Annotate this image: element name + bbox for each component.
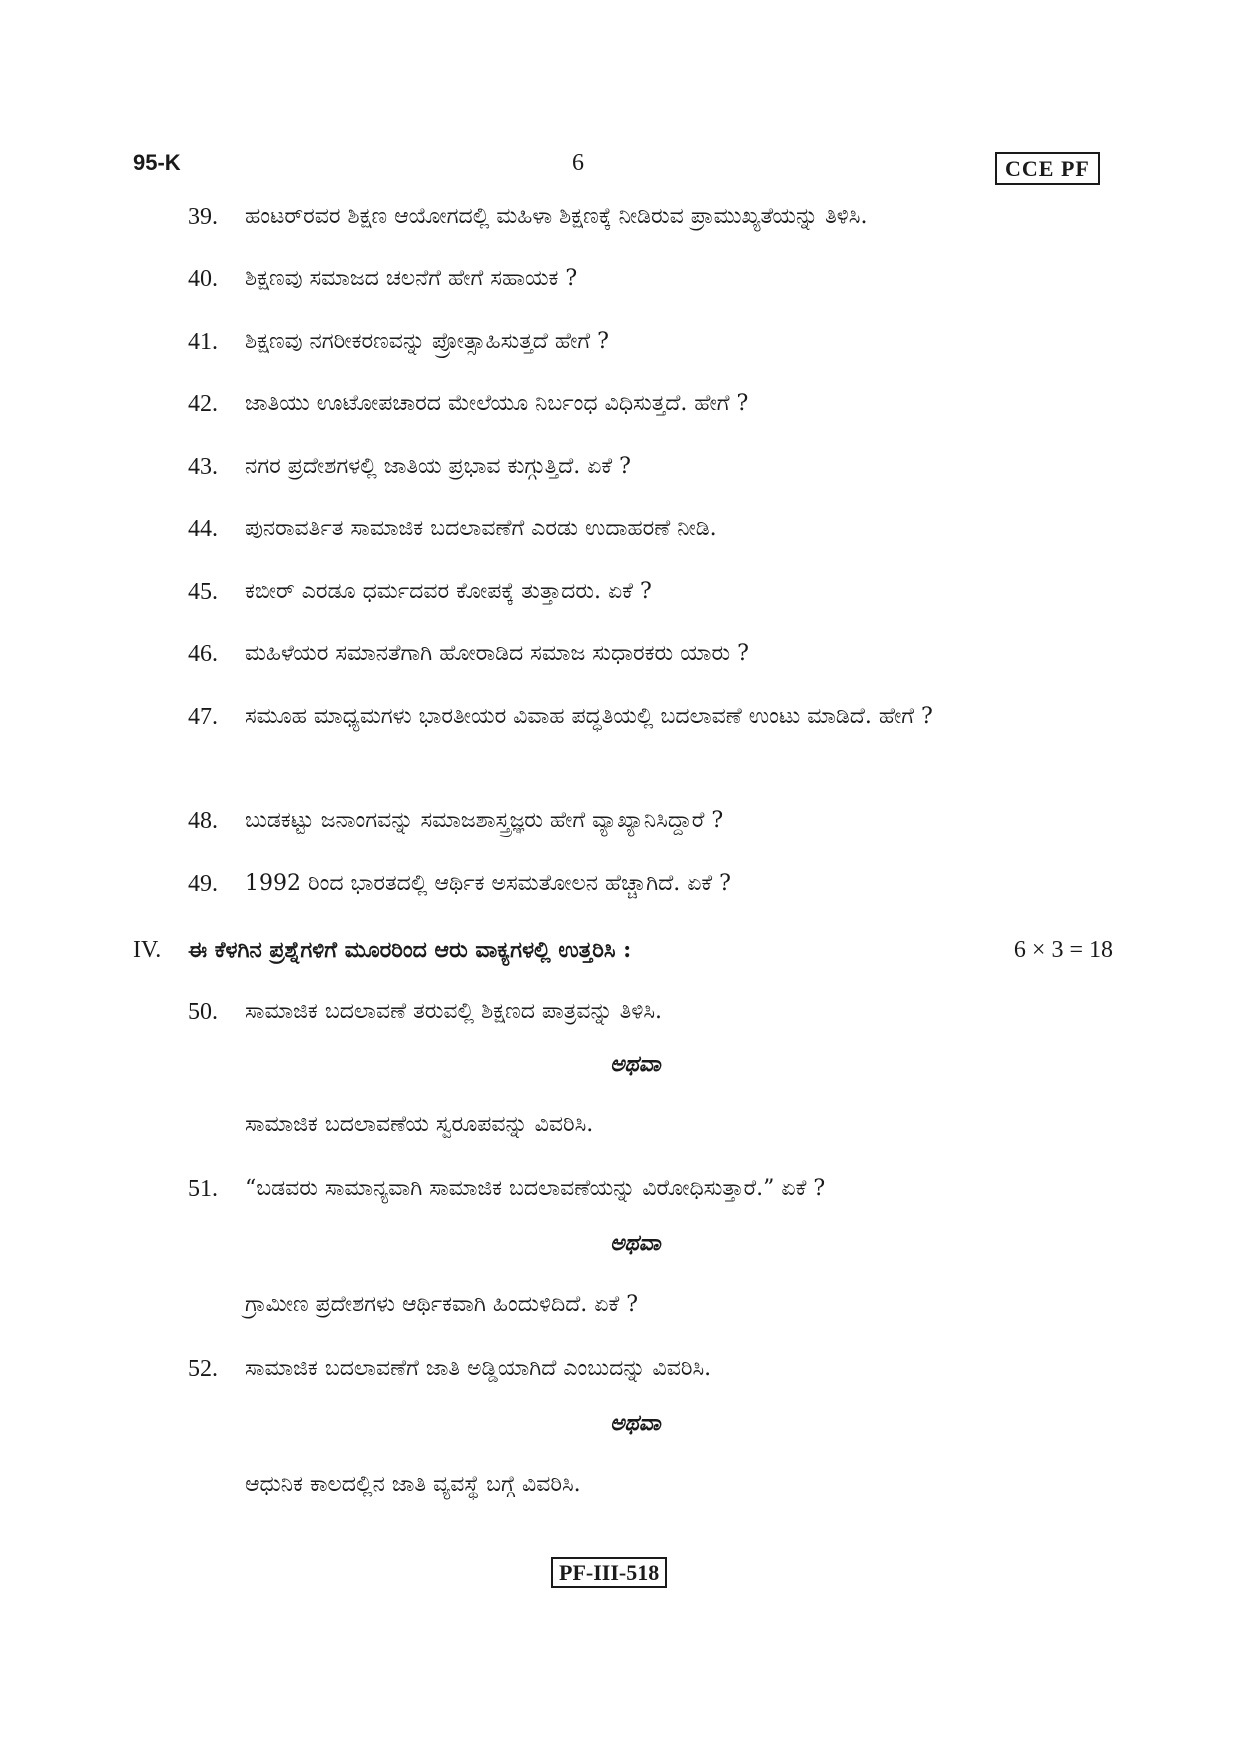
question-number: 52. [188, 1356, 218, 1382]
question-text: “ಬಡವರು ಸಾಮಾನ್ಯವಾಗಿ ಸಾಮಾಜಿಕ ಬದಲಾವಣೆಯನ್ನು ವಿರೋಧಿಸುತ್ತಾರೆ.” ಏಕೆ ? [245, 1176, 826, 1201]
page-number: 6 [572, 150, 584, 176]
question-44 [188, 508, 1113, 550]
question-48 [188, 800, 1113, 842]
question-43 [188, 446, 1113, 488]
alternative-question-50: ಸಾಮಾಜಿಕ ಬದಲಾವಣೆಯ ಸ್ವರೂಪವನ್ನು ವಿವರಿಸಿ. [245, 1112, 594, 1137]
question-text: ಮಹಿಳೆಯರ ಸಮಾನತೆಗಾಗಿ ಹೋರಾಡಿದ ಸಮಾಜ ಸುಧಾರಕರು ಯಾರು ? [245, 641, 749, 666]
question-text: ಸಾಮಾಜಿಕ ಬದಲಾವಣೆ ತರುವಲ್ಲಿ ಶಿಕ್ಷಣದ ಪಾತ್ರವನ್ನು ತಿಳಿಸಿ. [245, 999, 662, 1024]
question-text: ಬುಡಕಟ್ಟು ಜನಾಂಗವನ್ನು ಸಮಾಜಶಾಸ್ತ್ರಜ್ಞರು ಹೇಗೆ ವ್ಯಾಖ್ಯಾನಿಸಿದ್ದಾರೆ ? [245, 808, 724, 833]
question-52 [188, 1348, 1113, 1390]
question-40 [188, 258, 1113, 300]
question-text: ಸಮೂಹ ಮಾಧ್ಯಮಗಳು ಭಾರತೀಯರ ವಿವಾಹ ಪದ್ಧತಿಯಲ್ಲಿ ಬದಲಾವಣೆ ಉಂಟು ಮಾಡಿದೆ. ಹೇಗೆ ? [245, 704, 933, 729]
or-separator: ಅಥವಾ [610, 1230, 661, 1256]
question-text: ಶಿಕ್ಷಣವು ನಗರೀಕರಣವನ್ನು ಪ್ರೋತ್ಸಾಹಿಸುತ್ತದೆ ಹೇಗೆ ? [245, 329, 609, 354]
question-number: 47. [188, 704, 218, 730]
question-number: 43. [188, 454, 218, 480]
question-number: 48. [188, 808, 218, 834]
question-number: 39. [188, 204, 218, 230]
scheme-code-box: CCE PF [995, 152, 1100, 185]
section-roman-numeral: IV. [133, 937, 162, 963]
question-number: 51. [188, 1176, 218, 1202]
or-separator: ಅಥವಾ [610, 1051, 661, 1077]
question-text: ಕಬೀರ್ ಎರಡೂ ಧರ್ಮದವರ ಕೋಪಕ್ಕೆ ತುತ್ತಾದರು. ಏಕೆ ? [245, 579, 652, 604]
question-41 [188, 321, 1113, 363]
question-text: ಜಾತಿಯು ಊಟೋಪಚಾರದ ಮೇಲೆಯೂ ನಿರ್ಬಂಧ ವಿಧಿಸುತ್ತದೆ. ಹೇಗೆ ? [245, 391, 749, 416]
section-marks: 6 × 3 = 18 [1013, 937, 1113, 963]
question-text: ಪುನರಾವರ್ತಿತ ಸಾಮಾಜಿಕ ಬದಲಾವಣೆಗೆ ಎರಡು ಉದಾಹರಣೆ ನೀಡಿ. [245, 516, 717, 541]
question-45 [188, 571, 1113, 613]
question-text: ಸಾಮಾಜಿಕ ಬದಲಾವಣೆಗೆ ಜಾತಿ ಅಡ್ಡಿಯಾಗಿದೆ ಎಂಬುದನ್ನು ವಿವರಿಸಿ. [245, 1356, 712, 1381]
or-separator: ಅಥವಾ [610, 1410, 661, 1436]
question-number: 41. [188, 329, 218, 355]
question-text: ಹಂಟರ್‌ರವರ ಶಿಕ್ಷಣ ಆಯೋಗದಲ್ಲಿ ಮಹಿಳಾ ಶಿಕ್ಷಣಕ್ಕೆ ನೀಡಿರುವ ಪ್ರಾಮುಖ್ಯತೆಯನ್ನು ತಿಳಿಸಿ. [245, 204, 868, 229]
question-47 [188, 696, 1113, 738]
question-49 [188, 863, 1113, 905]
question-39 [188, 196, 1113, 238]
question-number: 40. [188, 266, 218, 292]
question-number: 45. [188, 579, 218, 605]
question-text: 1992 ರಿಂದ ಭಾರತದಲ್ಲಿ ಆರ್ಥಿಕ ಅಸಮತೋಲನ ಹೆಚ್ಚಾಗಿದೆ. ಏಕೆ ? [245, 871, 731, 896]
question-number: 46. [188, 641, 218, 667]
question-50 [188, 991, 1113, 1033]
question-51 [188, 1168, 1113, 1210]
question-42 [188, 383, 1113, 425]
question-number: 42. [188, 391, 218, 417]
footer-paper-code-box: PF-III-518 [551, 1557, 667, 1588]
alternative-question-52: ಆಧುನಿಕ ಕಾಲದಲ್ಲಿನ ಜಾತಿ ವ್ಯವಸ್ಥೆ ಬಗ್ಗೆ ವಿವರಿಸಿ. [245, 1472, 581, 1497]
question-number: 50. [188, 999, 218, 1025]
question-text: ಶಿಕ್ಷಣವು ಸಮಾಜದ ಚಲನೆಗೆ ಹೇಗೆ ಸಹಾಯಕ ? [245, 266, 578, 291]
paper-code: 95-K [133, 150, 181, 175]
question-number: 49. [188, 871, 218, 897]
question-text: ನಗರ ಪ್ರದೇಶಗಳಲ್ಲಿ ಜಾತಿಯ ಪ್ರಭಾವ ಕುಗ್ಗುತ್ತಿದೆ. ಏಕೆ ? [245, 454, 631, 479]
question-number: 44. [188, 516, 218, 542]
section-instruction: ಈ ಕೆಳಗಿನ ಪ್ರಶ್ನೆಗಳಿಗೆ ಮೂರರಿಂದ ಆರು ವಾಕ್ಯಗಳಲ್ಲಿ ಉತ್ತರಿಸಿ : [188, 937, 632, 963]
alternative-question-51: ಗ್ರಾಮೀಣ ಪ್ರದೇಶಗಳು ಆರ್ಥಿಕವಾಗಿ ಹಿಂದುಳಿದಿದೆ. ಏಕೆ ? [245, 1292, 639, 1317]
question-46 [188, 633, 1113, 675]
